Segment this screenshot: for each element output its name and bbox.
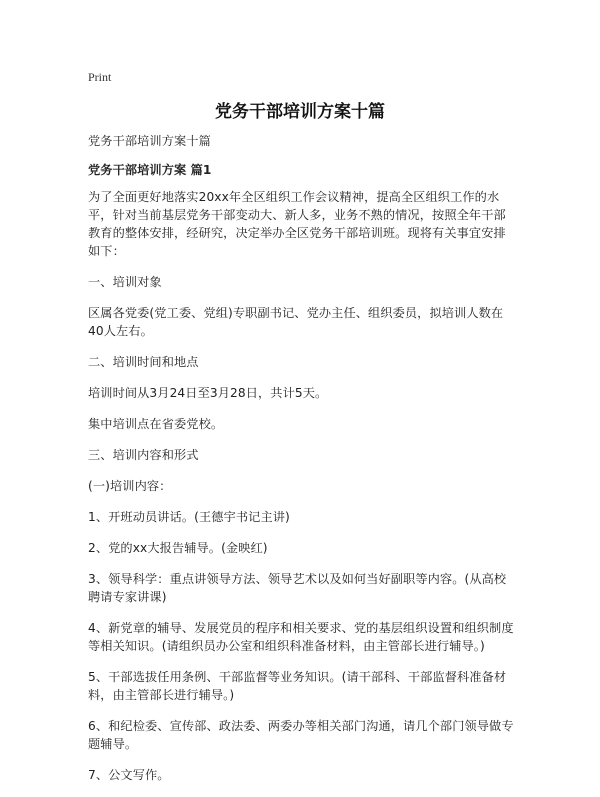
heading-training-content-form: 三、培训内容和形式: [88, 448, 199, 462]
paragraph-training-location: 集中培训点在省委党校。: [88, 417, 224, 431]
paragraph-training-time: 培训时间从3月24日至3月28日，共计5天。: [88, 386, 328, 400]
subheading-training-content: (一)培训内容：: [88, 479, 172, 493]
paragraph-training-target: 区属各党委(党工委、党组)专职副书记、党办主任、组织委员，拟培训人数在40人左右。: [88, 306, 504, 338]
list-item: 7、公文写作。: [88, 768, 170, 782]
document-body: [88, 132, 518, 797]
heading-training-time-location: 二、培训时间和地点: [88, 355, 199, 369]
list-item: 2、党的xx大报告辅导。(金映红): [88, 541, 268, 555]
list-item: 3、领导科学：重点讲领导方法、领导艺术以及如何当好副职等内容。(从高校聘请专家讲课): [88, 572, 507, 604]
list-item: 5、干部选拔任用条例、干部监督等业务知识。(请干部科、干部监督科准备材料，由主管部长进行辅导。): [88, 670, 507, 702]
document-title: 党务干部培训方案十篇: [215, 102, 385, 122]
document-subtitle: 党务干部培训方案十篇: [88, 134, 211, 148]
heading-training-target: 一、培训对象: [88, 275, 162, 289]
list-item: 1、开班动员讲话。(王德宇书记主讲): [88, 510, 290, 524]
list-item: 4、新党章的辅导、发展党员的程序和相关要求、党的基层组织设置和组织制度等相关知识。(请组织员办公室和组织科准备材料，由主管部长进行辅导。): [88, 621, 514, 653]
section-heading: 党务干部培训方案 篇1: [88, 163, 212, 177]
intro-paragraph: 为了全面更好地落实20xx年全区组织工作会议精神，提高全区组织工作的水平，针对当前基层党务干部变动大、新人多，业务不熟的情况，按照全年干部教育的整体安排，经研究，决定举办全区党务干部培训班。现将有关事宜安排如下：: [88, 190, 506, 258]
list-item: 6、和纪检委、宣传部、政法委、两委办等相关部门沟通，请几个部门领导做专题辅导。: [88, 719, 514, 751]
print-label[interactable]: Print: [88, 70, 112, 84]
